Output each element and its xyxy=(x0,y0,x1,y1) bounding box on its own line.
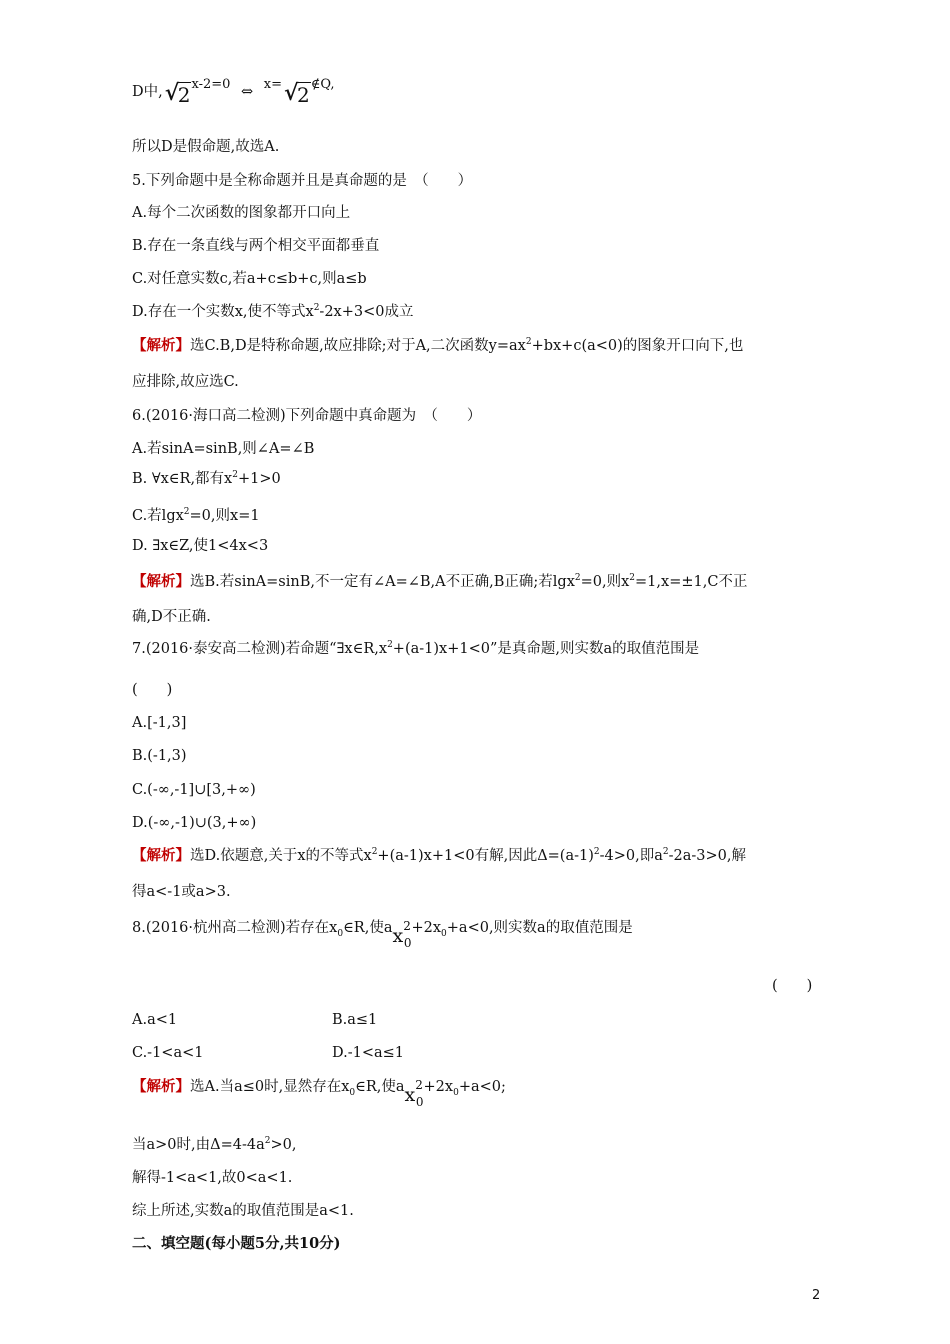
q7-answer-line2: 得a<-1或a>3. xyxy=(132,884,231,900)
d-line xyxy=(132,77,335,107)
q8-stem xyxy=(132,918,633,950)
q7-stem-sup: 2 xyxy=(387,640,393,651)
page-number: 2 xyxy=(812,1288,821,1303)
q8-stem-pre: 8.(2016·杭州高二检测)若存在x xyxy=(132,920,338,936)
q8-option-c: C.-1<a<1 xyxy=(132,1045,204,1061)
q5-answer xyxy=(132,336,743,356)
q6-option-c xyxy=(132,506,260,526)
q6-ans-pre: 选B.若sinA=sinB,不一定有∠A=∠B,A不正确,B正确;若lgx xyxy=(190,574,575,590)
q7-ans-post: -2a-3>0,解 xyxy=(668,848,747,864)
q8-option-b: B.a≤1 xyxy=(332,1012,378,1028)
q5-ans-pre: 选C.B,D是特称命题,故应排除;对于A,二次函数y=ax xyxy=(190,338,526,354)
q8-answer-line4: 综上所述,实数a的取值范围是a<1. xyxy=(132,1203,354,1219)
d-line-exponent: x-2=0 xyxy=(191,77,231,92)
section-heading: 二、填空题(每小题5分,共10分) xyxy=(132,1235,341,1252)
q8-ans-mid: ∈R,使a xyxy=(355,1079,405,1095)
q7-ans-sup2: 2 xyxy=(593,847,600,858)
x0-base: x xyxy=(392,925,404,947)
q7-stem-pre: 7.(2016·泰安高二检测)若命题“∃x∈R,x xyxy=(132,641,388,657)
q7-paren: ( ) xyxy=(132,682,173,698)
q5-option-a: A.每个二次函数的图象都开口向上 xyxy=(132,205,351,221)
q5-option-c: C.对任意实数c,若a+c≤b+c,则a≤b xyxy=(132,271,367,287)
q8-stem-sub2: 0 xyxy=(441,928,447,939)
x0-squared-2 xyxy=(404,1078,424,1109)
q7-stem xyxy=(132,639,699,659)
q5-stem: 5.下列命题中是全称命题并且是真命题的是 （ ） xyxy=(132,173,473,189)
d-line-mid: x= xyxy=(263,77,283,92)
q8-stem-mid: ∈R,使a xyxy=(343,920,393,936)
q6-ans-mid: =0,则x xyxy=(580,574,630,590)
q7-option-a: A.[-1,3] xyxy=(132,715,187,731)
sqrt-body: 2 xyxy=(177,83,191,107)
q6-c-pre: C.若lgx xyxy=(132,508,184,524)
iff-symbol: ⇔ xyxy=(241,84,254,100)
x0-sub-2: 0 xyxy=(415,1095,424,1109)
q6-option-a: A.若sinA=sinB,则∠A=∠B xyxy=(132,441,315,457)
sqrt-2-radical-2: √ 2 xyxy=(284,80,310,107)
analysis-tag: 【解析】 xyxy=(132,847,190,864)
q6-c-post: =0,则x=1 xyxy=(189,508,260,524)
q5-ans-post: +bx+c(a<0)的图象开口向下,也 xyxy=(531,338,744,354)
q8-answer-line3: 解得-1<a<1,故0<a<1. xyxy=(132,1170,293,1186)
q5-option-b: B.存在一条直线与两个相交平面都垂直 xyxy=(132,238,380,254)
q8-answer xyxy=(132,1077,506,1109)
q6-option-d: D. ∃x∈Z,使1<4x<3 xyxy=(132,538,269,554)
q7-option-c: C.(-∞,-1]∪[3,+∞) xyxy=(132,782,256,798)
q8-stem-end: +a<0,则实数a的取值范围是 xyxy=(446,920,633,936)
q6-c-sup: 2 xyxy=(183,507,190,518)
q6-option-b xyxy=(132,469,281,489)
x0-squared xyxy=(392,919,412,950)
q8-ans-end: +a<0; xyxy=(458,1079,506,1095)
q6-b-sup: 2 xyxy=(232,470,238,481)
q5-d-pre: D.存在一个实数x,使不等式x xyxy=(132,304,314,320)
x0-base-2: x xyxy=(404,1084,416,1106)
q6-ans-post: =1,x=±1,C不正 xyxy=(635,574,748,590)
q8-stem-post: +2x xyxy=(411,920,442,936)
q6-answer-line2: 确,D不正确. xyxy=(132,609,211,625)
q6-ans-sup2: 2 xyxy=(629,573,636,584)
q7-option-d: D.(-∞,-1)∪(3,+∞) xyxy=(132,815,257,831)
d-conclusion: 所以D是假命题,故选A. xyxy=(132,139,280,155)
q6-ans-sup1: 2 xyxy=(574,573,581,584)
q7-option-b: B.(-1,3) xyxy=(132,748,187,764)
q7-answer xyxy=(132,846,746,866)
q6-b-pre: B. ∀x∈R,都有x xyxy=(132,471,233,487)
q8-line2-post: >0, xyxy=(270,1137,297,1153)
x0-sup: 2 xyxy=(403,919,411,933)
d-line-prefix: D中, xyxy=(132,84,163,100)
q7-ans-pre: 选D.依题意,关于x的不等式x xyxy=(190,848,372,864)
q6-answer xyxy=(132,572,747,592)
q7-stem-post: +(a-1)x+1<0”是真命题,则实数a的取值范围是 xyxy=(392,641,700,657)
q8-ans-post: +2x xyxy=(423,1079,454,1095)
q8-option-a: A.a<1 xyxy=(132,1012,178,1028)
q8-line2-pre: 当a>0时,由Δ=4-4a xyxy=(132,1137,265,1153)
q7-ans-sup1: 2 xyxy=(371,847,378,858)
q8-answer-line2 xyxy=(132,1135,296,1155)
analysis-tag: 【解析】 xyxy=(132,337,190,354)
q5-d-post: -2x+3<0成立 xyxy=(319,304,414,320)
q8-ans-sub: 0 xyxy=(349,1087,356,1098)
d-line-tail: ∉Q, xyxy=(310,77,335,92)
q8-stem-sub: 0 xyxy=(337,928,344,939)
q5-answer-line2: 应排除,故应选C. xyxy=(132,374,239,390)
x0-sub: 0 xyxy=(403,936,412,950)
sqrt-body-2: 2 xyxy=(297,83,310,107)
q6-b-post: +1>0 xyxy=(237,471,281,487)
q5-option-d xyxy=(132,302,413,322)
q8-line2-sup: 2 xyxy=(264,1136,271,1147)
analysis-tag: 【解析】 xyxy=(132,1078,190,1095)
q6-stem: 6.(2016·海口高二检测)下列命题中真命题为 （ ） xyxy=(132,408,482,424)
sqrt-2-radical: √ 2 xyxy=(164,80,191,107)
x0-sup-2: 2 xyxy=(415,1078,423,1092)
q8-ans-sub2: 0 xyxy=(453,1087,459,1098)
q5-ans-sup: 2 xyxy=(525,337,532,348)
q7-ans-mid2: -4>0,即a xyxy=(599,848,663,864)
q7-ans-mid: +(a-1)x+1<0有解,因此Δ=(a-1) xyxy=(377,848,594,864)
q7-ans-sup3: 2 xyxy=(662,847,669,858)
q8-option-d: D.-1<a≤1 xyxy=(332,1045,405,1061)
q5-d-sup: 2 xyxy=(313,303,320,314)
q8-paren: ( ) xyxy=(772,978,813,994)
q8-ans-pre: 选A.当a≤0时,显然存在x xyxy=(190,1079,350,1095)
analysis-tag: 【解析】 xyxy=(132,573,190,590)
